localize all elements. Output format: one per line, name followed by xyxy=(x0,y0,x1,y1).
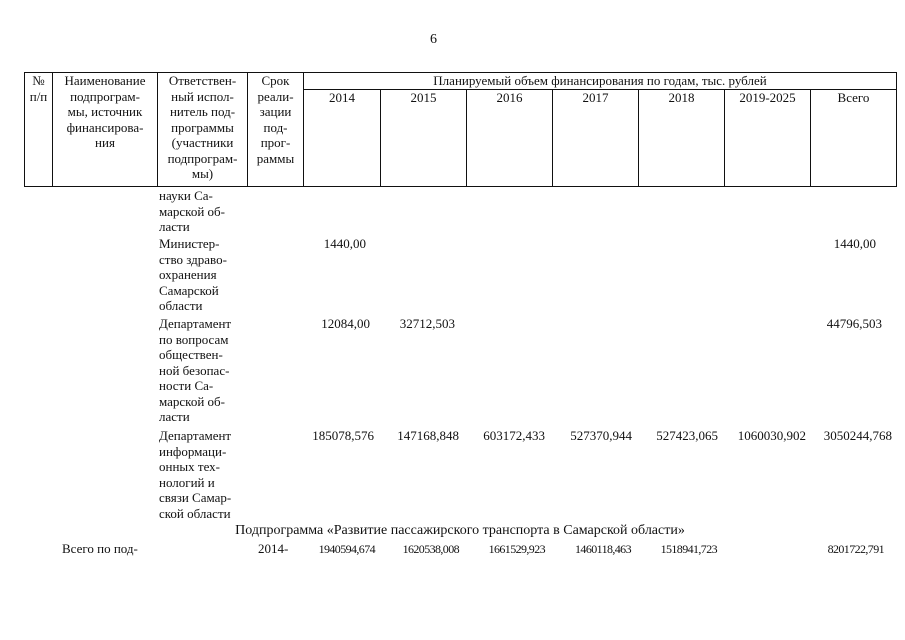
total-row-2016: 1661529,923 xyxy=(488,542,545,556)
header-year-2016: 2016 xyxy=(467,89,553,186)
header-funding-title: Планируемый объем финансирования по годам, тыс. рублей xyxy=(304,73,897,90)
total-row-2014: 1940594,674 xyxy=(318,542,375,556)
header-col-responsible: Ответствен- ный испол- нитель под- программы (участники подпрограм- мы) xyxy=(158,73,248,187)
row-health-total: 1440,00 xyxy=(833,236,876,251)
header-year-2018: 2018 xyxy=(639,89,725,186)
row-health-2014: 1440,00 xyxy=(323,236,366,251)
total-row-2017: 1460118,463 xyxy=(575,542,631,556)
page-number: 6 xyxy=(430,32,437,47)
row-it-2019-2025: 1060030,902 xyxy=(737,428,806,443)
row-security-2015: 32712,503 xyxy=(399,316,455,331)
total-row-2015: 1620538,008 xyxy=(402,542,459,556)
header-year-2015: 2015 xyxy=(381,89,467,186)
row-participant-it: Департамент информаци- онных тех- нологий и связи Самар- ской области xyxy=(159,428,232,521)
header-col-no: № п/п xyxy=(25,73,53,187)
subprogram-title: Подпрограмма «Развитие пассажирского транспорта в Самарской области» xyxy=(235,523,685,538)
header-year-2014: 2014 xyxy=(304,89,381,186)
row-participant-security: Департамент по вопросам обществен- ной безопас- ности Са- марской об- ласти xyxy=(159,316,232,424)
table-header xyxy=(24,72,897,187)
total-row-2018: 1518941,723 xyxy=(660,542,717,556)
row-security-total: 44796,503 xyxy=(826,316,882,331)
row-it-2017: 527370,944 xyxy=(570,428,632,443)
header-year-2017: 2017 xyxy=(553,89,639,186)
row-it-total: 3050244,768 xyxy=(823,428,892,443)
row-it-2018: 527423,065 xyxy=(656,428,718,443)
total-row-label: Всего по под- xyxy=(62,541,138,556)
total-row-total: 8201722,791 xyxy=(827,542,884,556)
row-participant-health: Министер- ство здраво- охранения Самарской области xyxy=(159,236,227,313)
header-year-2019-2025: 2019-2025 xyxy=(725,89,811,186)
header-col-term: Срок реали- зации под- прог- раммы xyxy=(248,73,304,187)
row-it-2014: 185078,576 xyxy=(312,428,374,443)
row-it-2016: 603172,433 xyxy=(483,428,545,443)
row-participant-science: науки Са- марской об- ласти xyxy=(159,188,225,234)
row-it-2015: 147168,848 xyxy=(397,428,459,443)
row-security-2014: 12084,00 xyxy=(321,316,370,331)
total-row-term: 2014- xyxy=(258,541,289,556)
header-col-name: Наименование подпрограм- мы, источник финансирова- ния xyxy=(53,73,158,187)
header-total: Всего xyxy=(811,89,897,186)
